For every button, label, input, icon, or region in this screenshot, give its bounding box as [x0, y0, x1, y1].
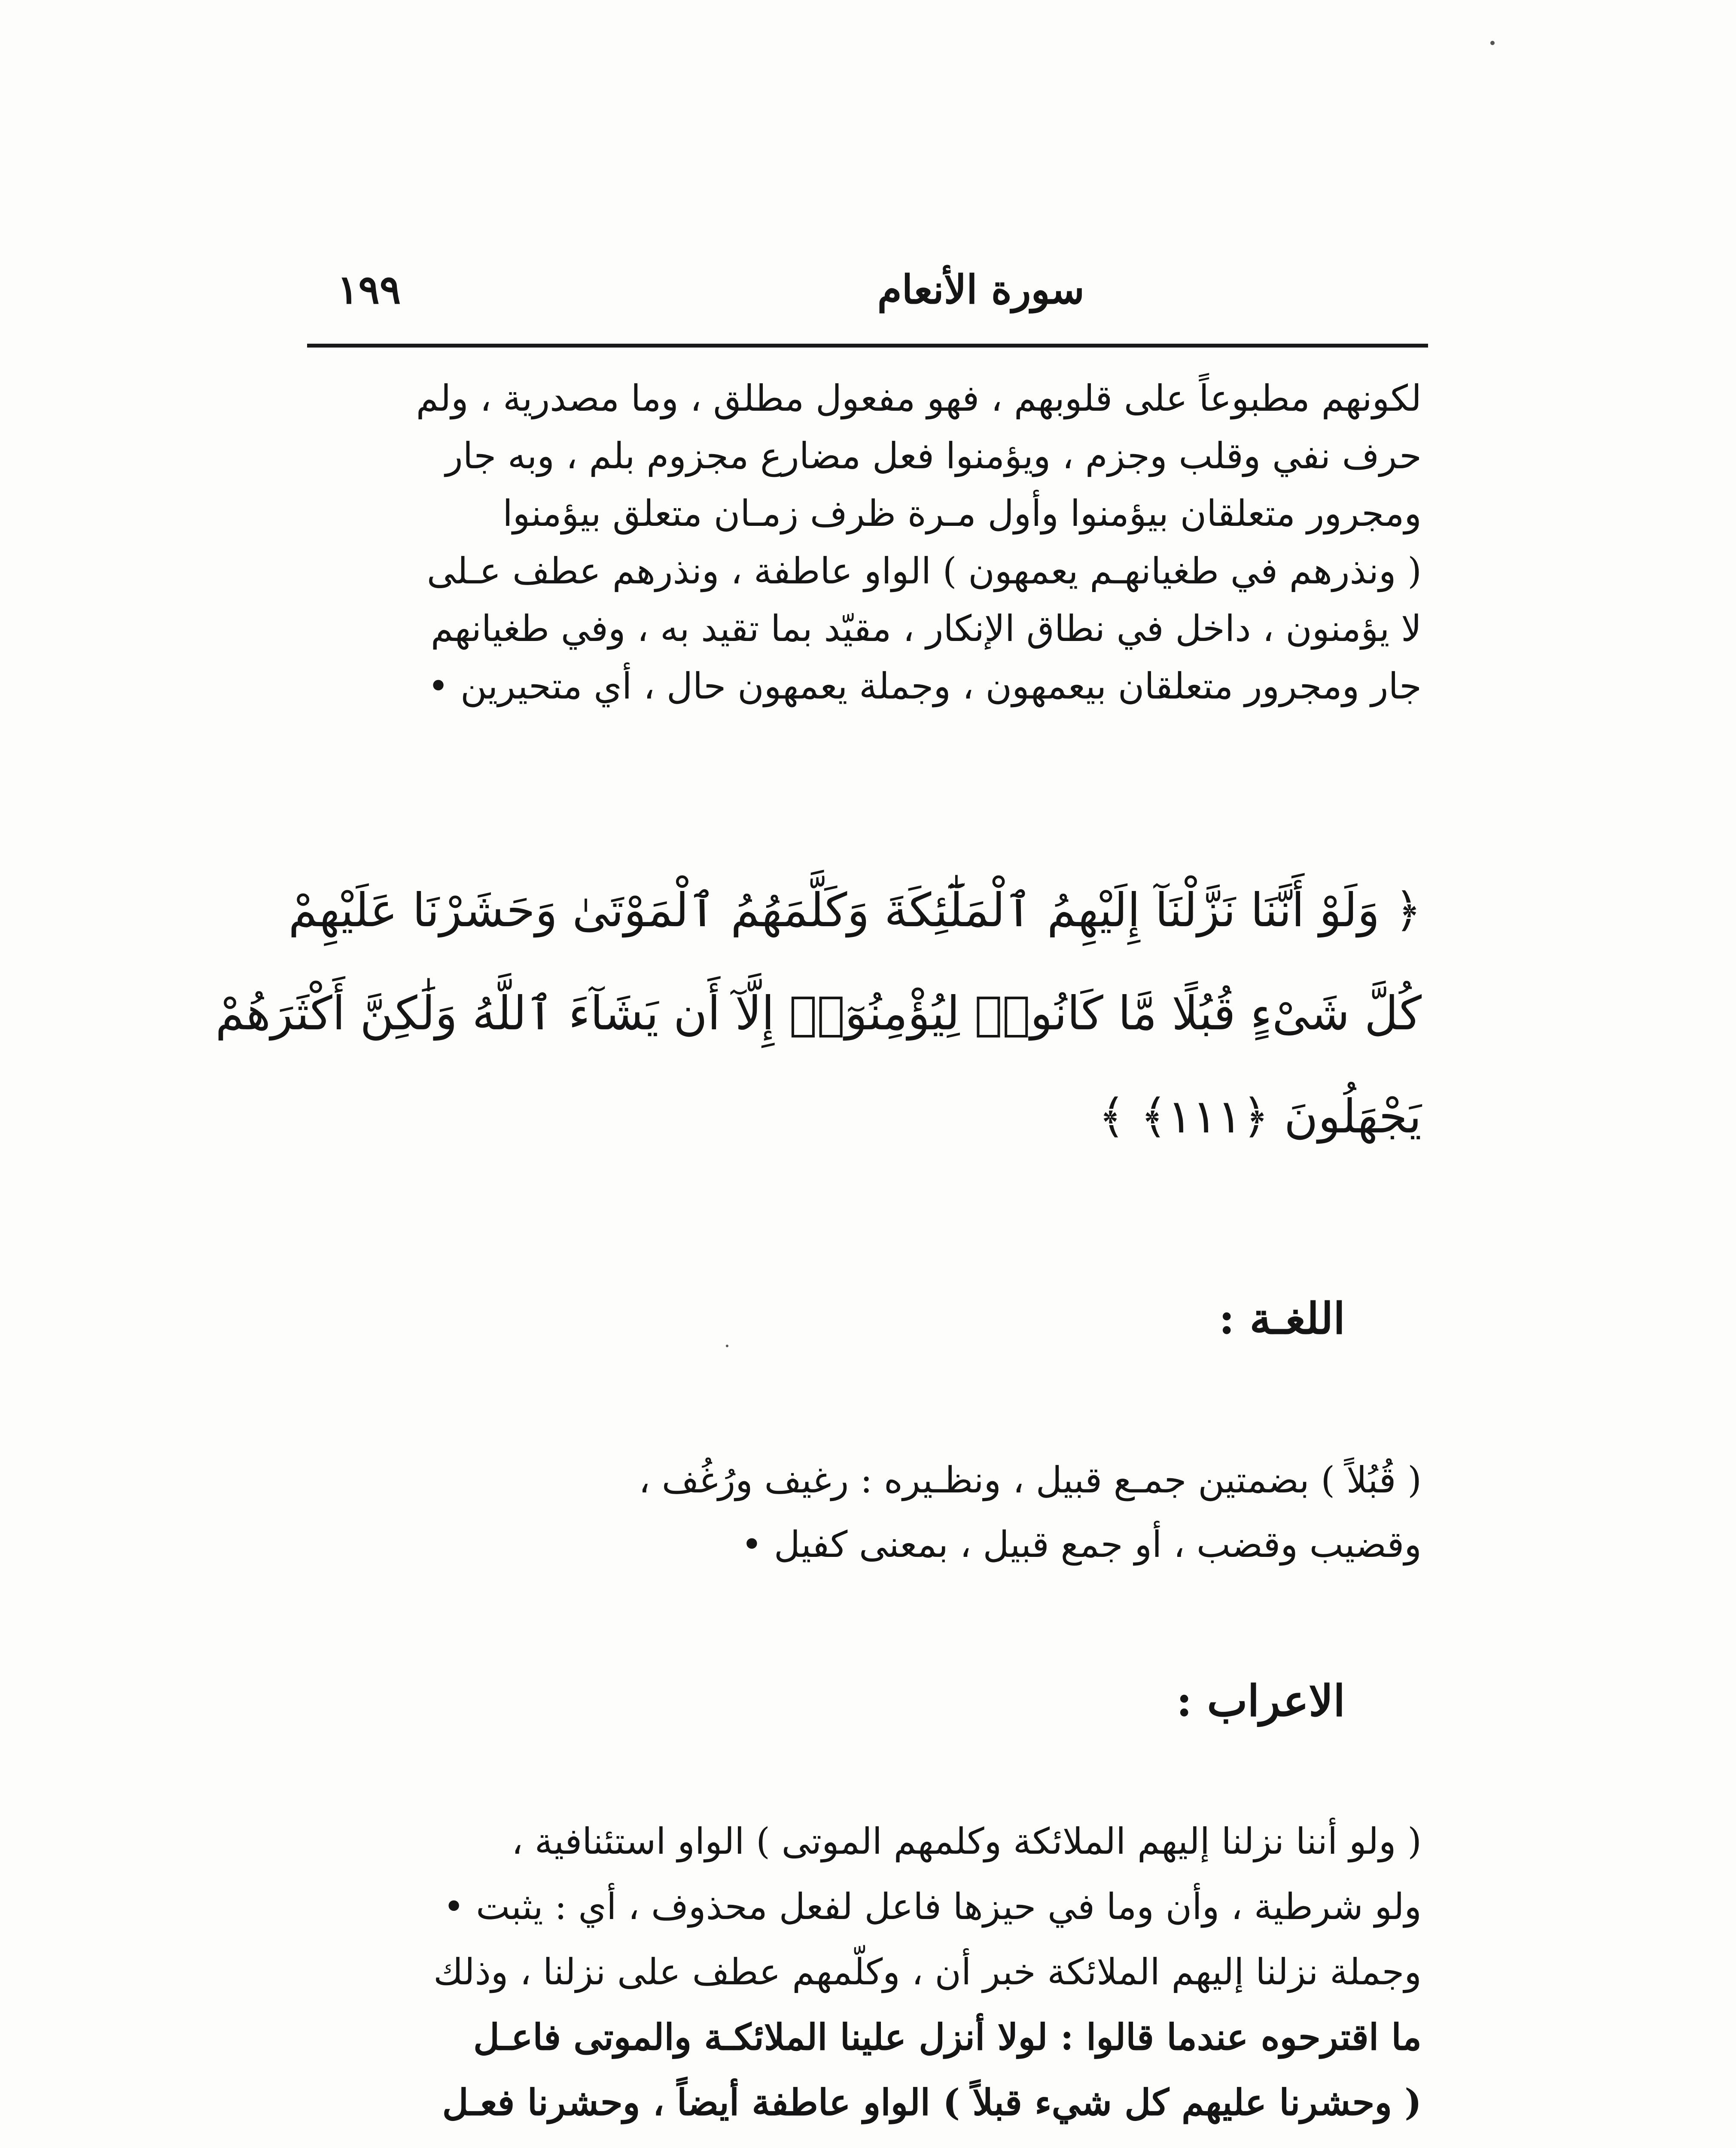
surah-title: سورة الأنعام	[877, 266, 1084, 313]
lugha-paragraph	[266, 1448, 1422, 1577]
verse-line: ﴿ وَلَوْ أَنَّنَا نَزَّلْنَآ إِلَيْهِمُ ٱلْمَلَٰٓئِكَةَ وَكَلَّمَهُمُ ٱلْمَوْتَىٰ وَحَشَرْنَا عَلَيْهِمْ	[288, 884, 1422, 937]
text-line: ومجرور متعلقان بيؤمنوا وأول مـرة ظرف زمـان متعلق بيؤمنوا	[503, 492, 1422, 534]
page-header	[307, 258, 1428, 322]
text-line: لا يؤمنون ، داخل في نطاق الإنكار ، مقيّد بما تقيد به ، وفي طغيانهم	[430, 607, 1422, 650]
text-line: جار ومجرور متعلقان بيعمهون ، وجملة يعمهون حال ، أي متحيرين •	[427, 665, 1422, 707]
text-line: ( ولو أننا نزلنا إليهم الملائكة وكلمهم الموتى ) الواو استئنافية ،	[511, 1820, 1422, 1862]
iraab-heading: الاعراب :	[1176, 1675, 1345, 1726]
text-line: حرف نفي وقلب وجزم ، ويؤمنوا فعل مضارع مجزوم بلم ، وبه جار	[445, 435, 1422, 477]
quran-verse	[215, 859, 1422, 1169]
text-line: ( وحشرنا عليهم كل شيء قبلاً ) الواو عاطفة أيضاً ، وحشرنا فعـل	[442, 2081, 1422, 2124]
text-line: ما اقترحوه عندما قالوا : لولا أنزل علينا الملائكـة والموتى فاعـل	[473, 2016, 1422, 2058]
page-number: ١٩٩	[337, 266, 401, 313]
text-line: لكونهم مطبوعاً على قلوبهم ، فهو مفعول مطلق ، وما مصدرية ، ولم	[416, 377, 1422, 419]
lugha-heading: اللغـة :	[1218, 1293, 1345, 1344]
text-line: وقضيب وقضب ، أو جمع قبيل ، بمعنى كفيل •	[741, 1523, 1422, 1565]
text-line: ( قُبُلاً ) بضمتين جمـع قبيل ، ونظـيره : رغيف ورُغُف ،	[638, 1459, 1422, 1501]
verse-line: كُلَّ شَىْءٍ قُبُلًا مَّا كَانُوا۟ لِيُؤْمِنُوٓا۟ إِلَّآ أَن يَشَآءَ ٱللَّهُ وَلَٰكِنَّ أَكْثَرَهُمْ	[215, 987, 1422, 1040]
scan-speck	[1490, 41, 1495, 45]
verse-line: يَجْهَلُونَ ﴿١١١﴾ ﴾	[1098, 1090, 1422, 1144]
header-rule	[307, 344, 1428, 348]
text-line: ولو شرطية ، وأن وما في حيزها فاعل لفعل محذوف ، أي : يثبت •	[443, 1886, 1422, 1928]
iraab-paragraph	[266, 1809, 1422, 2135]
text-line: وجملة نزلنا إليهم الملائكة خبر أن ، وكلّمهم عطف على نزلنا ، وذلك	[433, 1951, 1422, 1993]
intro-paragraph	[266, 369, 1422, 715]
text-line: ( ونذرهم في طغيانهـم يعمهون ) الواو عاطفة ، ونذرهم عطف عـلى	[426, 550, 1422, 592]
scan-speck	[726, 1345, 728, 1347]
